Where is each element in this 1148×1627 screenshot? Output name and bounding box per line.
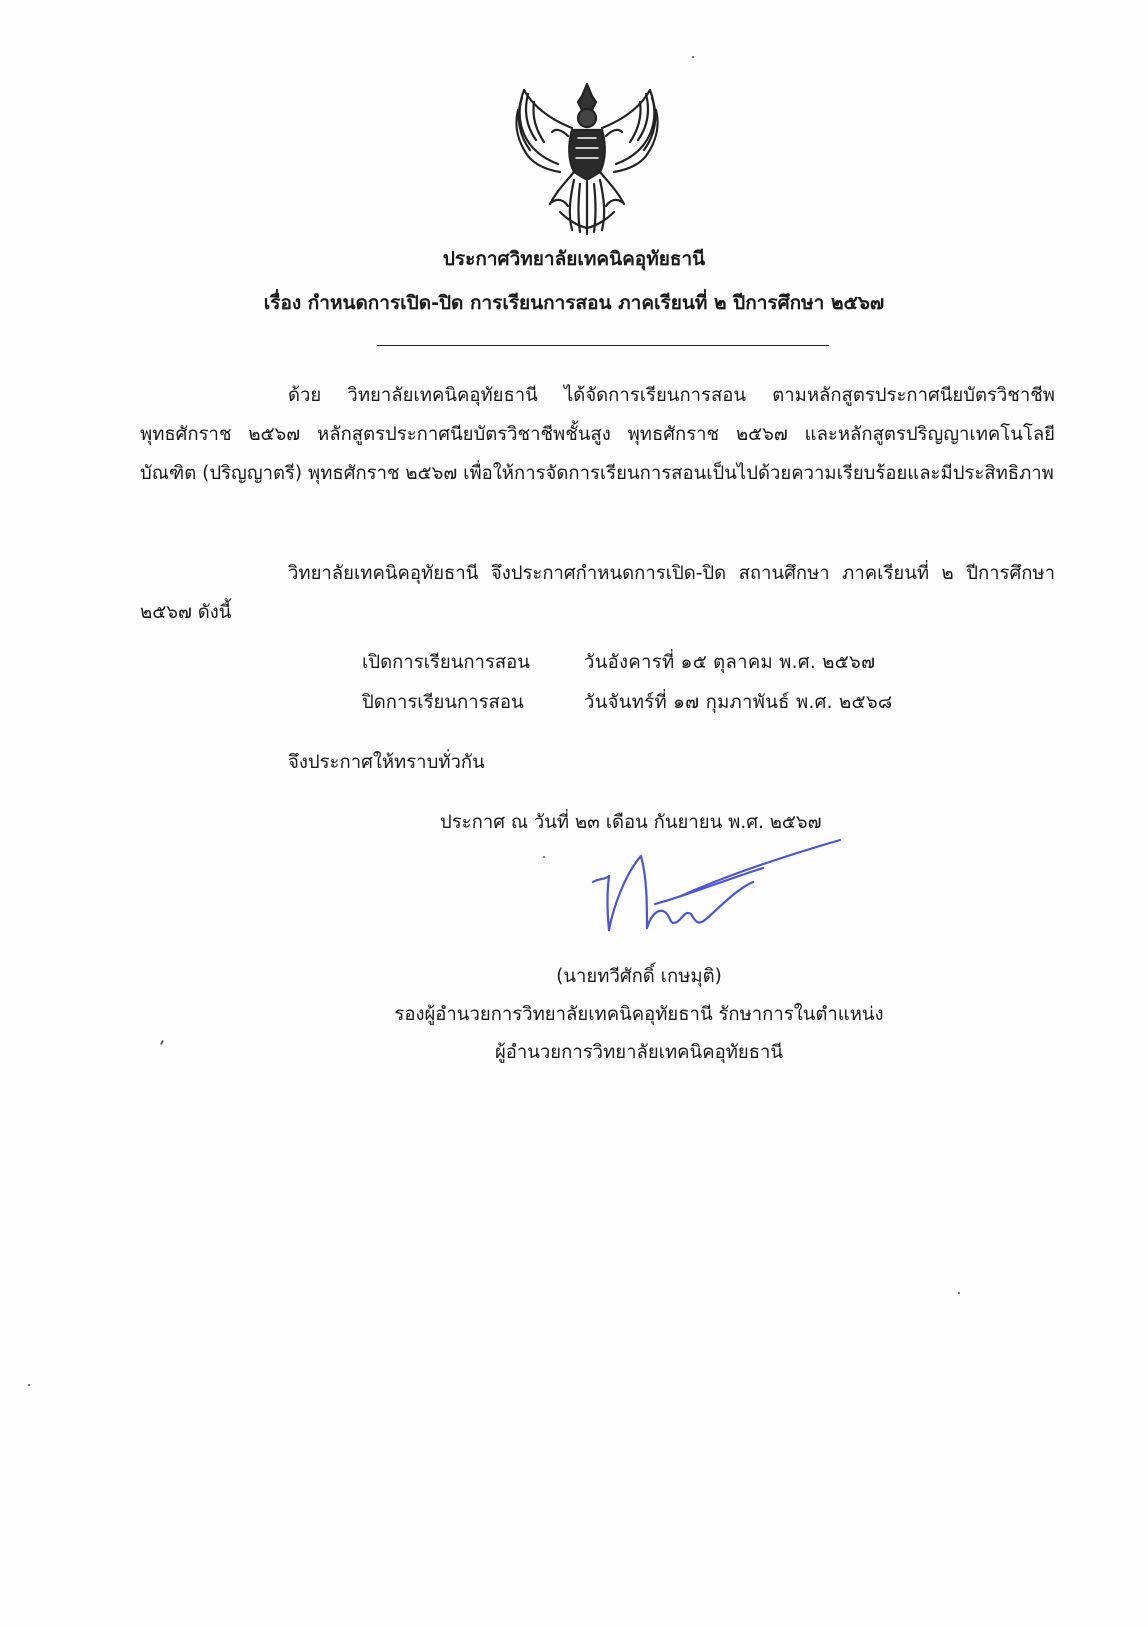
body-paragraph-2: วิทยาลัยเทคนิคอุทัยธานี จึงประกาศกำหนดการเปิด-ปิด สถานศึกษา ภาคเรียนที่ ๒ ปีการศึกษา ๒๕๖๗ ดังนี้ bbox=[140, 563, 1055, 623]
closing-statement: จึงประกาศให้ทราบทั่วกัน bbox=[288, 752, 485, 773]
signatory-position-line-2: ผู้อำนวยการวิทยาลัยเทคนิคอุทัยธานี bbox=[494, 1042, 784, 1063]
garuda-emblem-icon bbox=[512, 80, 662, 238]
schedule-label: ปิดการเรียนการสอน bbox=[362, 692, 524, 713]
scan-speck bbox=[28, 1384, 30, 1386]
schedule-date: วันอังคารที่ ๑๕ ตุลาคม พ.ศ. ๒๕๖๗ bbox=[584, 652, 876, 673]
signatory-name: (นายทวีศักดิ์ เกษมุติ) bbox=[556, 966, 722, 987]
title-divider bbox=[377, 345, 829, 346]
document-title: ประกาศวิทยาลัยเทคนิคอุทัยธานี bbox=[442, 248, 706, 270]
signatory-position-line-1: รองผู้อำนวยการวิทยาลัยเทคนิคอุทัยธานี รักษาการในตำแหน่ง bbox=[394, 1004, 884, 1025]
announced-date: ประกาศ ณ วันที่ ๒๓ เดือน กันยายน พ.ศ. ๒๕๖๗ bbox=[440, 812, 822, 833]
body-paragraph-1: ด้วย วิทยาลัยเทคนิคอุทัยธานี ได้จัดการเรียนการสอน ตามหลักสูตรประกาศนียบัตรวิชาชีพพุทธศักราช ๒๕๖๗ หลักสูตรประกาศนียบัตรวิชาชีพชั้นสูง พุทธศักราช ๒๕๖๗ และหลักสูตรปริญญาเทคโนโลยีบัณฑิต (ปริญญาตรี) พุทธศักราช ๒๕๖๗ เพื่อให้การจัดการเรียนการสอนเป็นไปด้วยความเรียบร้อยและมีประสิทธิภาพ bbox=[140, 385, 1055, 484]
schedule-date: วันจันทร์ที่ ๑๗ กุมภาพันธ์ พ.ศ. ๒๕๖๘ bbox=[584, 692, 893, 713]
handwritten-signature bbox=[585, 838, 865, 978]
schedule-label: เปิดการเรียนการสอน bbox=[362, 652, 530, 673]
scan-speck bbox=[958, 1292, 960, 1294]
scan-speck bbox=[692, 56, 694, 58]
scan-speck bbox=[543, 856, 545, 858]
document-subject: เรื่อง กำหนดการเปิด-ปิด การเรียนการสอน ภาคเรียนที่ ๒ ปีการศึกษา ๒๕๖๗ bbox=[263, 292, 885, 314]
